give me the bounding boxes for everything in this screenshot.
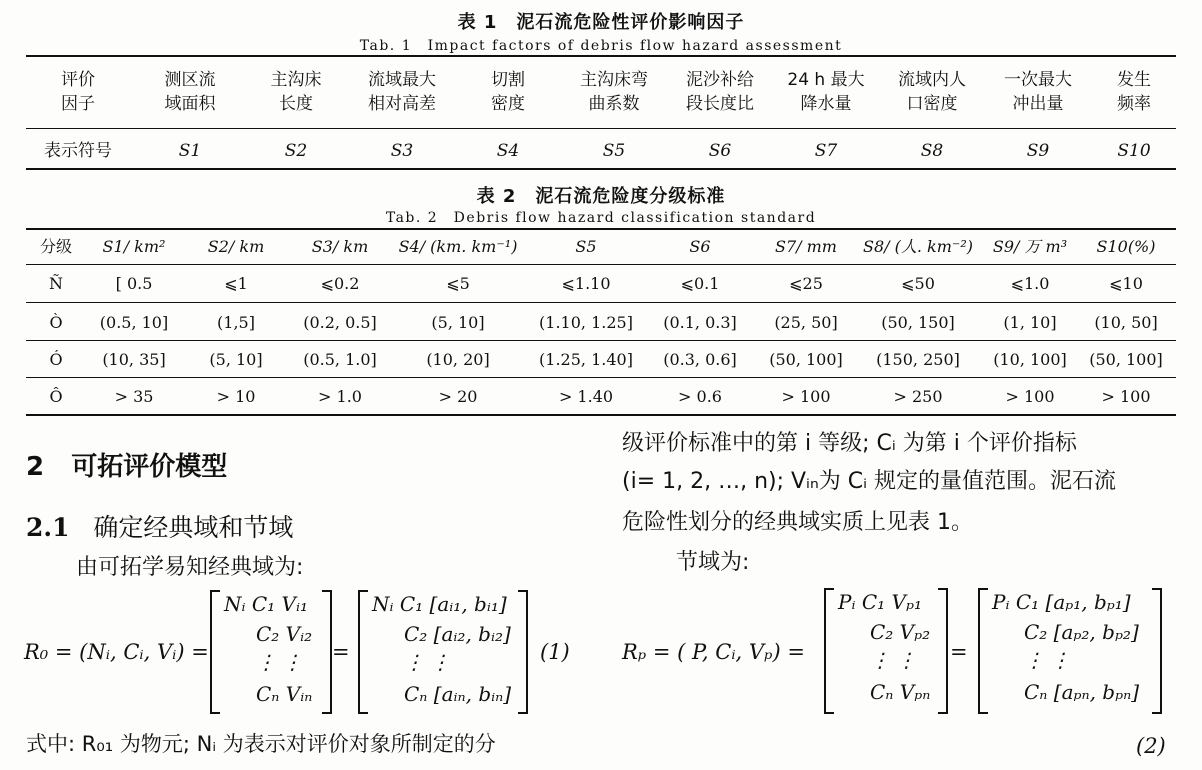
eq1-m1-row-4: Cₙ Vᵢₙ (256, 682, 313, 706)
table1-header-cell: 24 h 最大 (787, 70, 865, 90)
eq1-m2-row-1: Nᵢ C₁ [aᵢ₁, bᵢ₁] (372, 592, 507, 616)
table2-value-cell: > 100 (1005, 387, 1055, 406)
eq1-lhs: R₀ = (Nᵢ, Cᵢ, Vᵢ) = (24, 640, 209, 664)
table2-value-cell: ⩽10 (1109, 274, 1143, 293)
table2-header-cell: S1/ km² (102, 237, 166, 256)
table2-title-en: Tab. 2 Debris flow hazard classification standard (385, 210, 817, 226)
table1-symbol-cell: S3 (390, 141, 414, 161)
eq1-m1-row-3: ⋮ ⋮ (256, 650, 303, 674)
table2-value-cell: (0.1, 0.3] (663, 313, 737, 332)
eq2-m1-row-4: Cₙ Vₚₙ (870, 680, 931, 704)
eq2-number: (2) (1136, 734, 1166, 758)
subsection-heading (26, 508, 293, 544)
table2-header-cell: S2/ km (207, 237, 265, 256)
table1-symbol-cell: S8 (920, 141, 944, 161)
eq2-m2-row-4: Cₙ [aₚₙ, bₚₙ] (1024, 680, 1140, 704)
subsection-title: 确定经典域和节域 (93, 513, 294, 542)
eq2-matrix-left (824, 588, 948, 714)
table1-header-cell: 评价 (61, 70, 95, 90)
table1-header-cell: 长度 (279, 94, 313, 114)
right-line-1: 级评价标准中的第 i 等级; Cᵢ 为第 i 个评价指标 (622, 431, 1077, 456)
table1-header-cell: 主沟床 (270, 70, 322, 90)
table2-rule-2 (26, 302, 1176, 303)
table1-symbol-cell: S5 (602, 141, 626, 161)
section-number: 2 (26, 452, 45, 482)
right-line-3: 危险性划分的经典域实质上见表 1。 (622, 510, 973, 535)
table2-value-cell: (1, 10] (1003, 313, 1057, 332)
table2-value-cell: (1.25, 1.40] (539, 350, 633, 369)
table2-bottom-rule (26, 414, 1176, 416)
table1-header-cell: 一次最大 (1004, 70, 1072, 90)
table2-grade-cell: Ó (49, 350, 63, 369)
table2-value-cell: > 250 (893, 387, 943, 406)
eq2-matrix-right (978, 588, 1162, 714)
table1-symbol-cell: S6 (708, 141, 732, 161)
eq1-m2-row-3: ⋮ ⋮ (404, 650, 451, 674)
eq2-lhs: Rₚ = ( P, Cᵢ, Vₚ) = (622, 640, 805, 664)
eq1-matrix-left (210, 590, 332, 714)
table2-value-cell: > 1.0 (318, 387, 362, 406)
table2-value-cell: ⩽1 (224, 274, 248, 293)
table1-symbol-cell: S1 (178, 141, 202, 161)
table2-value-cell: (0.5, 10] (99, 313, 169, 332)
table2-value-cell: ⩽0.1 (680, 274, 720, 293)
table1-header-cell: 泥沙补给 (686, 70, 754, 90)
eq2-m2-row-3: ⋮ ⋮ (1024, 648, 1071, 672)
table1-top-rule (26, 55, 1176, 57)
eq2-m2-row-1: Pᵢ C₁ [aₚ₁, bₚ₁] (992, 590, 1131, 614)
table2-value-cell: ⩽1.0 (1010, 274, 1050, 293)
section-title: 可拓评价模型 (71, 452, 228, 482)
subsection-number: 2.1 (26, 513, 70, 542)
right-line-2: (i= 1, 2, …, n); Vᵢₙ为 Cᵢ 规定的量值范围。泥石流 (622, 469, 1117, 494)
table2-value-cell: ⩽0.2 (320, 274, 360, 293)
table1-header-cell: 相对高差 (368, 94, 436, 114)
table2-grade-cell: Ò (49, 313, 63, 332)
table2-value-cell: (50, 100] (1089, 350, 1163, 369)
table2-rule-1 (26, 264, 1176, 265)
eq2-m2-row-2: C₂ [aₚ₂, bₚ₂] (1024, 620, 1139, 644)
table1-symbol-cell: S7 (814, 141, 838, 161)
section-domain-intro: 节域为: (676, 550, 750, 575)
eq1-m2-row-2: C₂ [aᵢ₂, bᵢ₂] (404, 622, 511, 646)
table1-bottom-rule (26, 168, 1176, 170)
table2-rule-4 (26, 377, 1176, 378)
table2-header-cell: S10(%) (1096, 237, 1156, 256)
table2-rule-3 (26, 340, 1176, 341)
table2-value-cell: > 1.40 (558, 387, 614, 406)
table1-header-cell: 流域内人 (898, 70, 966, 90)
table2-value-cell: (1,5] (217, 313, 255, 332)
table2-value-cell: [ 0.5 (115, 274, 153, 293)
table2-grade-cell: Ñ (49, 274, 63, 293)
table2-header-cell: S9/ 万 m³ (992, 237, 1068, 256)
table2-header-cell: S3/ km (311, 237, 369, 256)
table1-symbol-label: 表示符号 (44, 141, 112, 161)
eq2-m1-row-1: Pᵢ C₁ Vₚ₁ (838, 590, 922, 614)
eq2-m1-row-2: C₂ Vₚ₂ (870, 620, 931, 644)
table2-value-cell: (0.2, 0.5] (303, 313, 377, 332)
table2-value-cell: (5, 10] (431, 313, 485, 332)
table1-symbol-cell: S2 (284, 141, 308, 161)
table2-value-cell: (50, 100] (769, 350, 843, 369)
table1-header-cell: 口密度 (906, 94, 958, 114)
table2-grade-cell: Ô (49, 387, 63, 406)
table2-header-cell: S7/ mm (775, 237, 837, 256)
eq1-m1-row-2: C₂ Vᵢ₂ (256, 622, 313, 646)
table2-value-cell: (10, 35] (102, 350, 166, 369)
eq2-m1-row-3: ⋮ ⋮ (870, 648, 917, 672)
table1-header-cell: 域面积 (164, 94, 216, 114)
table1-header-cell: 因子 (61, 94, 95, 114)
table1-header-cell: 冲出量 (1012, 94, 1064, 114)
table1-title-en: Tab. 1 Impact factors of debris flow hazard assessment (359, 38, 843, 54)
table2-value-cell: (25, 50] (774, 313, 838, 332)
eq1-m2-row-4: Cₙ [aᵢₙ, bᵢₙ] (404, 682, 512, 706)
table1-header-cell: 测区流 (164, 70, 216, 90)
table1-mid-rule (26, 128, 1176, 129)
table1-title-zh: 表 1 泥石流危险性评价影响因子 (457, 12, 745, 33)
table1-header-cell: 曲系数 (588, 94, 640, 114)
table1-symbol-cell: S10 (1117, 141, 1151, 161)
table2-header-cell: S8/ (人. km⁻²) (862, 237, 974, 256)
eq1-matrix-right (358, 590, 528, 714)
table2-value-cell: (10, 50] (1094, 313, 1158, 332)
table1-header-cell: 发生 (1117, 70, 1151, 90)
table2-value-cell: > 35 (114, 387, 154, 406)
table2-top-rule (26, 228, 1176, 230)
table1-header-cell: 频率 (1117, 94, 1151, 114)
eq1-m1-row-1: Nᵢ C₁ Vᵢ₁ (224, 592, 309, 616)
table2-value-cell: (10, 20] (426, 350, 490, 369)
table2-value-cell: > 0.6 (678, 387, 722, 406)
section-heading (26, 446, 227, 483)
table2-value-cell: > 10 (216, 387, 256, 406)
table2-value-cell: > 20 (438, 387, 478, 406)
table2-value-cell: > 100 (1101, 387, 1151, 406)
table2-value-cell: ⩽5 (446, 274, 470, 293)
left-footer-text: 式中: R₀₁ 为物元; Nᵢ 为表示对评价对象所制定的分 (26, 732, 496, 756)
table1-header-cell: 密度 (491, 94, 525, 114)
table2-value-cell: (0.5, 1.0] (303, 350, 377, 369)
table2-value-cell: > 100 (781, 387, 831, 406)
table2-header-cell: S4/ (km. km⁻¹) (398, 237, 518, 256)
table2-value-cell: (50, 150] (881, 313, 955, 332)
table1-symbol-cell: S4 (496, 141, 520, 161)
table2-value-cell: (150, 250] (876, 350, 960, 369)
table2-value-cell: (10, 100] (993, 350, 1067, 369)
table2-value-cell: ⩽1.10 (561, 274, 611, 293)
table1-header-cell: 降水量 (800, 94, 852, 114)
table1-symbol-cell: S9 (1026, 141, 1050, 161)
classical-domain-intro: 由可拓学易知经典域为: (76, 555, 304, 580)
table2-value-cell: (5, 10] (209, 350, 263, 369)
table2-header-cell: 分级 (39, 237, 73, 256)
table2-value-cell: ⩽50 (901, 274, 935, 293)
table1-header-cell: 切割 (491, 70, 525, 90)
table2-header-cell: S6 (689, 237, 711, 256)
eq1-equals: = (332, 640, 350, 664)
table1-header-cell: 流域最大 (368, 70, 436, 90)
table2-header-cell: S5 (575, 237, 597, 256)
eq2-equals: = (950, 640, 968, 664)
table1-header-cell: 段长度比 (686, 94, 754, 114)
table2-value-cell: (1.10, 1.25] (539, 313, 633, 332)
table1-header-cell: 主沟床弯 (580, 70, 648, 90)
eq1-number: (1) (540, 640, 570, 664)
table2-value-cell: ⩽25 (789, 274, 823, 293)
table2-value-cell: (0.3, 0.6] (663, 350, 737, 369)
table2-title-zh: 表 2 泥石流危险度分级标准 (476, 186, 726, 207)
